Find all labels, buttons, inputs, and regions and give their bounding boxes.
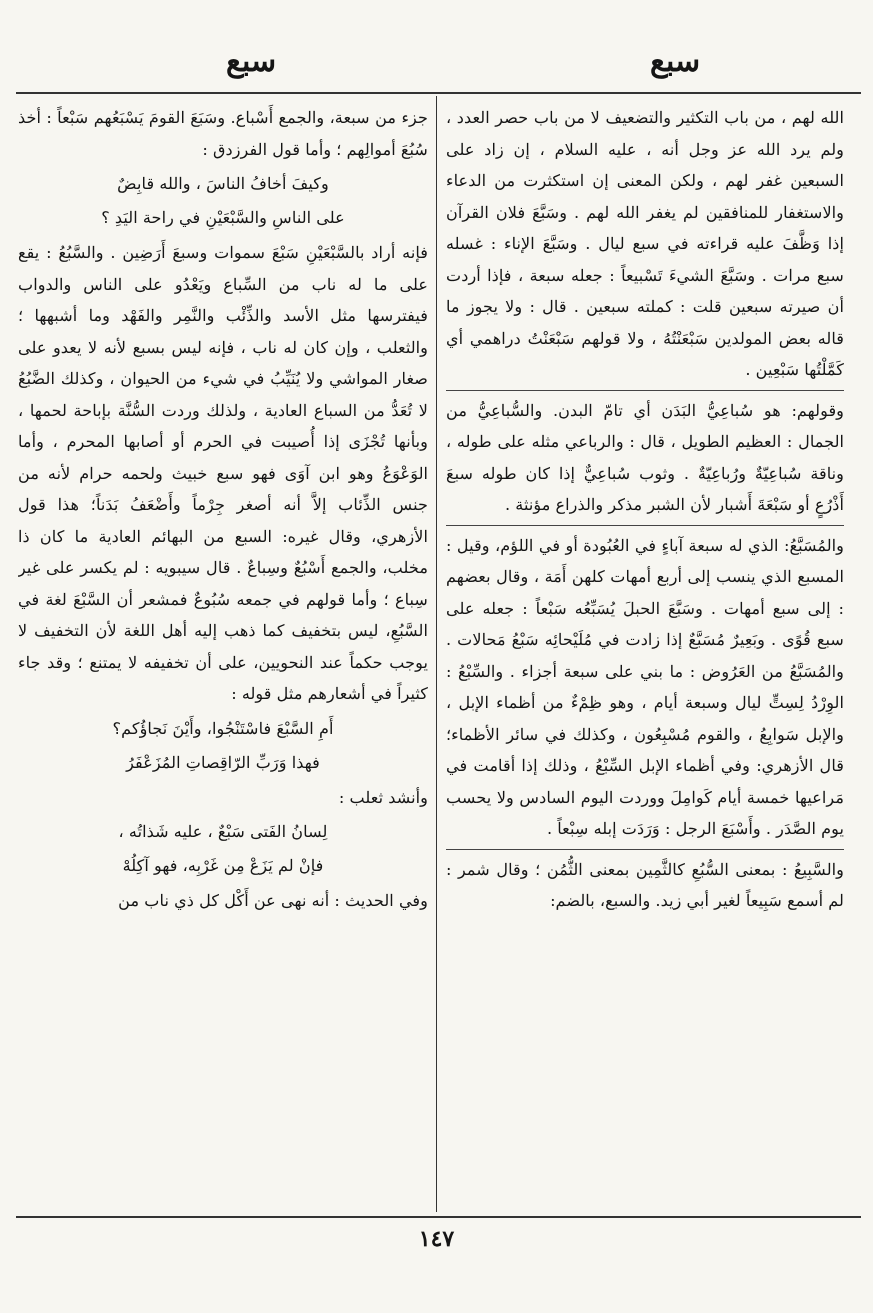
paragraph-separator <box>446 525 844 526</box>
bottom-rule <box>16 1216 861 1218</box>
left-paragraph-1: جزء من سبعة، والجمع أَسْباع. وسَبَعَ القومَ يَسْبَعُهم سَبْعاً : أخذ سُبُعَ أموالِهم ؛ وأما قول الفرزدق : <box>18 108 428 159</box>
verse-thalab <box>18 815 428 883</box>
left-paragraph-2: فإنه أراد بالسَّبْعَيْنِ سَبْعَ سموات وسبعَ أَرَضِين . والسَّبُعُ : يقع على ما له ناب من السِّباع ويَعْدُو على الناس والدواب فيفترسها مثل الأسد والذِّئْب والنَّمِر والفَهْد وما أشبهها ؛ والثعلب ، وإن كان له ناب ، فإنه ليس بسبع لأنه لا يعدو على صغار المواشي ولا يُنَيِّبُ في شيء من الحيوان ، وكذلك الضَّبُعُ لا تُعَدُّ من السباع العادية ، ولذلك وردت السُّنَّة بإباحة لحمها ، وبأنها تُجْزَى إذا أُصيبت في الحرم أو أصابها المحرم ، وأما الوَعْوَعُ وهو ابن آوَى فهو سبع خبيث ولحمه حرام لأنه من جنس الذِّئاب إلاَّ أنه أصغر جِرْماً وأَضْعَفُ بَدَناً؛ هذا قول الأزهري، وقال غيره: السبع من البهائم العادية ما كان ذا مخلب، والجمع أَسْبُعٌ وسِباعٌ . قال سيبويه : لم يكسر على غير سِباع ؛ وأما قولهم في جمعه سُبُوعٌ فمشعر أن السَّبْعَ لغة في السَّبُعِ، ليس بتخفيف كما ذهب إليه أهل اللغة لأن التخفيف لا يوجب حكماً عند النحويين، على أن تخفيفه لا يمتنع ؛ وقد جاء كثيراً في أشعارهم مثل قوله : <box>18 243 428 703</box>
verse-quote <box>18 712 428 780</box>
verse-line: على الناسِ والسَّبْعَيْنِ في راحة اليَدِ ؟ <box>101 208 345 227</box>
verse-line: فإنْ لم يَزَعْ مِن غَرْبِه، فهو آكِلُهْ <box>122 856 324 875</box>
left-paragraph-4: وفي الحديث : أنه نهى عن أَكْل كل ذي ناب من <box>118 891 428 910</box>
right-paragraph-1: الله لهم ، من باب التكثير والتضعيف لا من باب حصر العدد ، ولم يرد الله عز وجل أنه ، عليه السلام ، إن زاد على السبعين غفر لهم ، ولكن المعنى إن استكثرت من الدعاء والاستغفار للمنافقين لم يغفر الله لهم . وسَبَّعَ فلان القرآن إذا وَظَّفَ عليه قراءته في سبع ليال . وسَبَّعَ الإناء : غسله سبع مرات . وسَبَّعَ الشيءَ تَسْبيعاً : جعله سبعة ، فإذا أردت أن صيرته سبعين قلت : كملته سبعين . قال : ولا يجوز ما قاله بعض المولدين سَبْعَنْتُهُ ، ولا قولهم سَبْعَنْتُ دراهمي أي كَمَّلْتُها سَبْعِين . <box>446 108 844 379</box>
paragraph-separator <box>446 849 844 850</box>
left-column <box>18 102 428 1210</box>
header-word-right: سبع <box>650 44 701 79</box>
verse-line: وكيفَ أخافُ الناسَ ، والله قابِضٌ <box>117 174 329 193</box>
verse-line: لِسانُ الفَتى سَبْعٌ ، عليه شَذاتُه ، <box>118 822 328 841</box>
top-rule <box>16 92 861 94</box>
verse-farazdaq <box>18 167 428 235</box>
right-paragraph-4: والسَّبِيعُ : بمعنى السُّبُعِ كالثَّمِين بمعنى الثُّمُن ؛ وقال شمر : لم أسمع سَبِيعاً لغير أبي زيد. والسبع، بالضم: <box>446 859 844 910</box>
paragraph-separator <box>446 390 844 391</box>
verse-line: أَمِ السَّبْعَ فاسْتَنْجُوا، وأَيْنَ نَجاؤُكم؟ <box>112 718 334 738</box>
page-number: ١٤٧ <box>418 1226 455 1252</box>
verse-line: فهذا وَرَبِّ الرّاقِصاتِ المُزَعْفَرُ <box>126 752 320 772</box>
column-divider <box>436 96 437 1212</box>
page-header <box>30 44 843 90</box>
right-paragraph-2: وقولهم: هو سُباعِيُّ البَدَن أي تامّ البدن. والسُّباعِيُّ من الجمال : العظيم الطويل ، قال : والرباعي مثله على طوله ، وناقة سُباعِيّةٌ ورُباعِيّةٌ . وثوب سُباعِيٌّ إذا كان طوله سبعَ أَذْرُعٍ أو سَبْعَةَ أَشبار لأن الشبر مذكر والذراع مؤنثة . <box>446 400 844 514</box>
right-paragraph-3: والمُسَبَّعُ: الذي له سبعة آباءٍ في العُبُودة أو في اللؤم، وقيل : المسبع الذي ينسب إلى أربع أمهات كلهن أَمَة ، وقال بعضهم : إلى سبع أمهات . وسَبَّعَ الحبلَ يُسَبِّعُه سَبْعاً : جعله على سبع قُوًى . وبَعِيرٌ مُسَبَّعٌ إذا زادت في مُلَيْحائِه سَبْعُ مَحالات . والمُسَبَّعُ من العَرُوض : ما بني على سبعة أجزاء . والسِّبْعُ : الوِرْدُ لِسِتٍّ ليال وسبعة أيام ، وهو ظِمْءٌ من أظماء الإبل ، والإبل سَوابِعُ ، والقوم مُسْبِعُون ، وكذلك في سائر الأظماء؛ قال الأزهري: وفي أظماء الإبل السِّبْعُ ، وذلك إذا أقامت في مَراعيها خمسة أيام كَوامِلَ ووردت اليوم السادس ولا يحسب يوم الصَّدَر . وأَسْبَعَ الرجل : وَرَدَت إبله سِبْعاً . <box>446 535 844 838</box>
left-paragraph-3: وأنشد ثعلب : <box>338 787 428 807</box>
right-column <box>446 102 844 1210</box>
header-word-left: سبع <box>226 44 277 79</box>
